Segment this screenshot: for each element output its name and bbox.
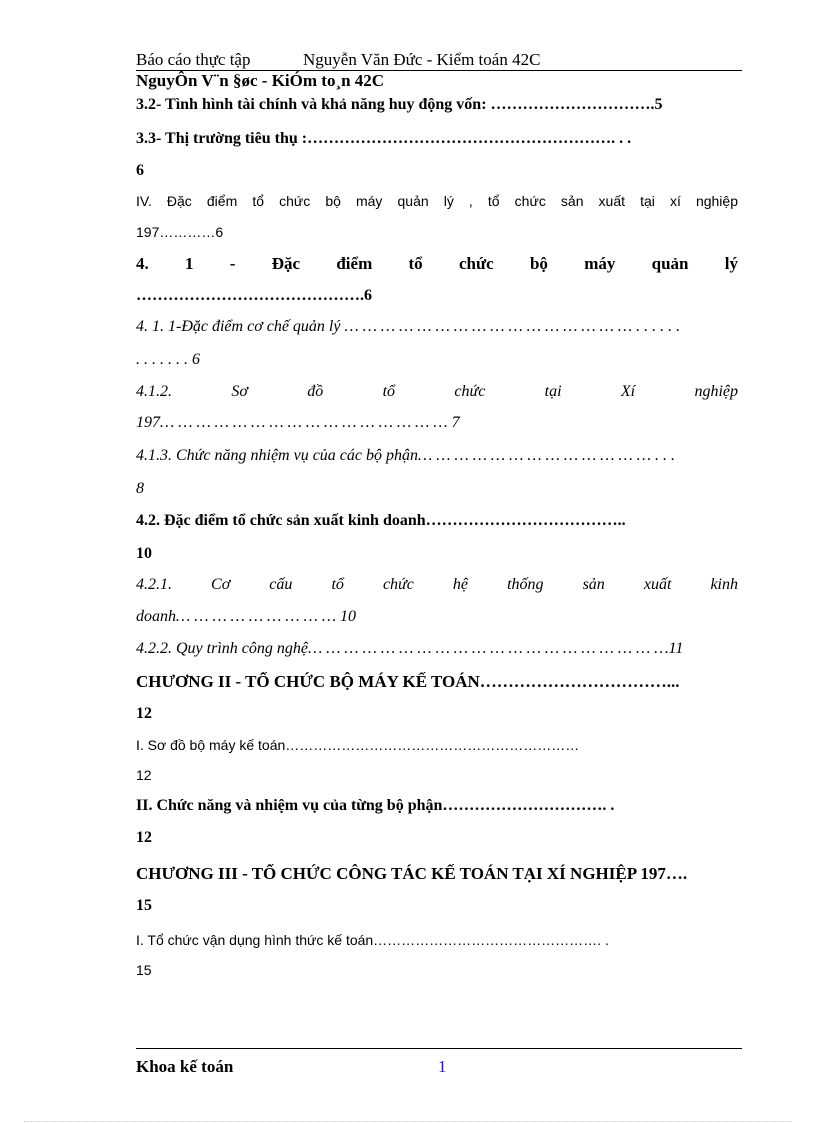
toc-page-ch2-i: 12 bbox=[136, 767, 152, 783]
page-footer bbox=[136, 1048, 742, 1076]
page-header bbox=[136, 50, 742, 71]
toc-page-chapter-2: 12 bbox=[136, 705, 152, 722]
toc-entry-iv[interactable]: IV. Đặc điểm tổ chức bộ máy quản lý , tổ chức sản xuất tại xí nghiệp bbox=[136, 193, 738, 209]
toc-entry-ch3-i[interactable]: I. Tổ chức vận dụng hình thức kế toán…………………………………………. . bbox=[136, 932, 609, 948]
toc-entry-chapter-2[interactable]: CHƯƠNG II - TỔ CHỨC BỘ MÁY KẾ TOÁN……………………………... bbox=[136, 672, 680, 691]
toc-entry-4-2-1[interactable]: 4.2.1. Cơ cấu tổ chức hệ thống sản xuất kinh bbox=[136, 576, 738, 593]
toc-entry-4-2-2[interactable]: 4.2.2. Quy trình công nghệ… … … … … … … … … … … … … … … … … … … …11 bbox=[136, 640, 684, 657]
toc-page-4-1-1: . . . . . . . 6 bbox=[136, 351, 200, 368]
toc-entry-3-2[interactable]: 3.2- Tình hình tài chính và khả năng huy động vốn: ………………………….5 bbox=[136, 96, 663, 113]
toc-page-4-1: …………………………………….6 bbox=[136, 287, 372, 304]
toc-entry-4-1-1[interactable]: 4. 1. 1-Đặc điểm cơ chế quản lý … … … … … … … … … … … … … … … … . . . . . . bbox=[136, 318, 681, 335]
page-number: 1 bbox=[438, 1057, 447, 1076]
header-report-title: Báo cáo thực tập bbox=[136, 50, 251, 69]
toc-entry-ch2-i[interactable]: I. Sơ đồ bộ máy kế toán……………………………………………………… bbox=[136, 737, 580, 753]
toc-page-ch3-i: 15 bbox=[136, 962, 152, 978]
toc-page-ch2-ii: 12 bbox=[136, 829, 152, 846]
header-author-garbled: NguyÔn V¨n §øc - KiÓm to¸n 42C bbox=[136, 71, 385, 90]
footer-department: Khoa kế toán bbox=[136, 1057, 234, 1076]
toc-page-chapter-3: 15 bbox=[136, 897, 152, 914]
toc-page-4-2: 10 bbox=[136, 545, 152, 562]
toc-entry-4-1-3[interactable]: 4.1.3. Chức năng nhiệm vụ của các bộ phận… … … … … … … … … … … … … . . . bbox=[136, 447, 675, 464]
toc-entry-4-1[interactable]: 4. 1 - Đặc điểm tổ chức bộ máy quản lý bbox=[136, 254, 738, 273]
toc-page-4-1-3: 8 bbox=[136, 480, 144, 497]
toc-page-iv: 197…………6 bbox=[136, 224, 224, 240]
toc-entry-ch2-ii[interactable]: II. Chức năng và nhiệm vụ của từng bộ phận…………………………. . bbox=[136, 797, 615, 814]
toc-entry-3-3[interactable]: 3.3- Thị trường tiêu thụ :…………………………………………………. . . bbox=[136, 130, 632, 147]
page-bottom-divider bbox=[24, 1121, 792, 1122]
toc-entry-4-2[interactable]: 4.2. Đặc điểm tổ chức sản xuất kinh doanh……………………………….. bbox=[136, 512, 626, 529]
toc-entry-4-1-2[interactable]: 4.1.2. Sơ đồ tổ chức tại Xí nghiệp bbox=[136, 383, 738, 400]
toc-page-4-1-2: 197… … … … … … … … … … … … … … … … 7 bbox=[136, 414, 460, 431]
header-author: Nguyễn Văn Đức - Kiểm toán 42C bbox=[303, 50, 541, 69]
toc-page-4-2-1: doanh… … … … … … … … … 10 bbox=[136, 608, 357, 625]
toc-entry-chapter-3[interactable]: CHƯƠNG III - TỔ CHỨC CÔNG TÁC KẾ TOÁN TẠI XÍ NGHIỆP 197…. bbox=[136, 864, 688, 883]
toc-page-3-3: 6 bbox=[136, 162, 144, 179]
